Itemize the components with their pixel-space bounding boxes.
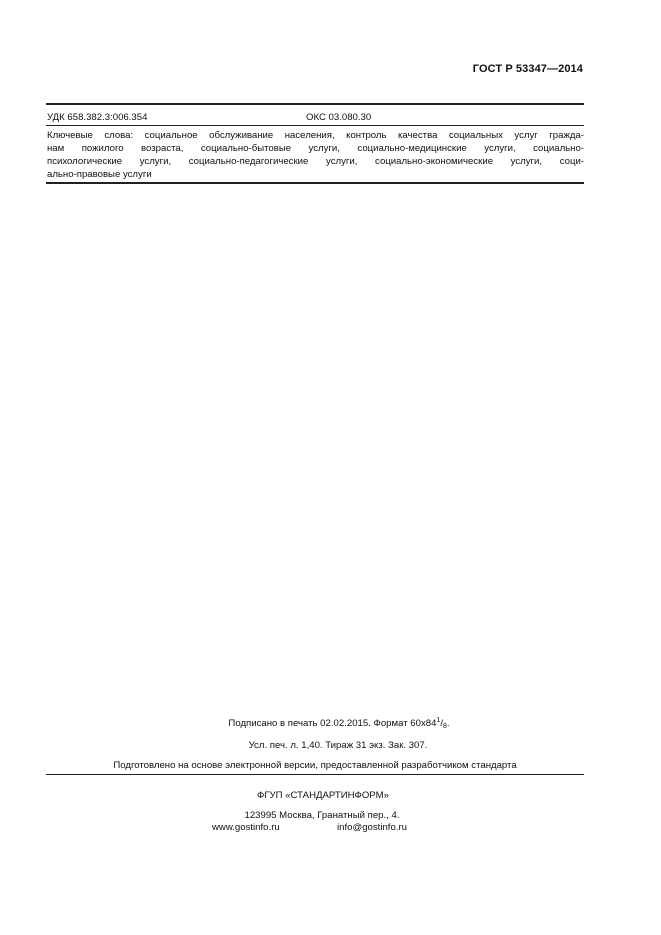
oks-code: ОКС 03.080.30 [306, 112, 372, 123]
publisher-address: 123995 Москва, Гранатный пер., 4. [244, 810, 400, 821]
keywords-divider [46, 182, 584, 184]
udk-code: УДК 658.382.3:006.354 [47, 112, 148, 123]
publisher-name: ФГУП «СТАНДАРТИНФОРМ» [257, 790, 389, 801]
keywords-line: Ключевые слова: социальное обслуживание населения, контроль качества социальных услуг гражда- [47, 130, 584, 141]
keywords-line: ально-правовые услуги [47, 169, 152, 180]
standard-code: ГОСТ Р 53347—2014 [472, 63, 583, 75]
print-info: Усл. печ. л. 1,40. Тираж 31 экз. Зак. 307. [248, 740, 428, 751]
keywords-block [47, 129, 584, 181]
keywords-line: психологические услуги, социально-педагогические услуги, социально-экономические услуги, соци- [47, 156, 584, 167]
signed-text: Подписано в печать 02.02.2015. Формат 60x84 [228, 718, 437, 729]
format-suffix: . [446, 718, 450, 729]
format-numerator: 1 [436, 717, 441, 724]
email-link[interactable]: info@gostinfo.ru [337, 822, 408, 833]
signed-line: Подписано в печать 02.02.2015. Формат $60x84^1/_8$. [228, 717, 450, 730]
website-link[interactable]: www.gostinfo.ru [212, 822, 280, 833]
header-divider [46, 103, 584, 105]
format-denominator: 8 [443, 723, 447, 730]
classification-divider [46, 125, 584, 126]
prepared-note: Подготовлено на основе электронной версии, предоставленной разработчиком стандарта [113, 760, 517, 771]
keywords-line: нам пожилого возраста, социально-бытовые услуги, социально-медицинские услуги, социально- [47, 143, 584, 154]
imprint-divider [46, 774, 584, 775]
